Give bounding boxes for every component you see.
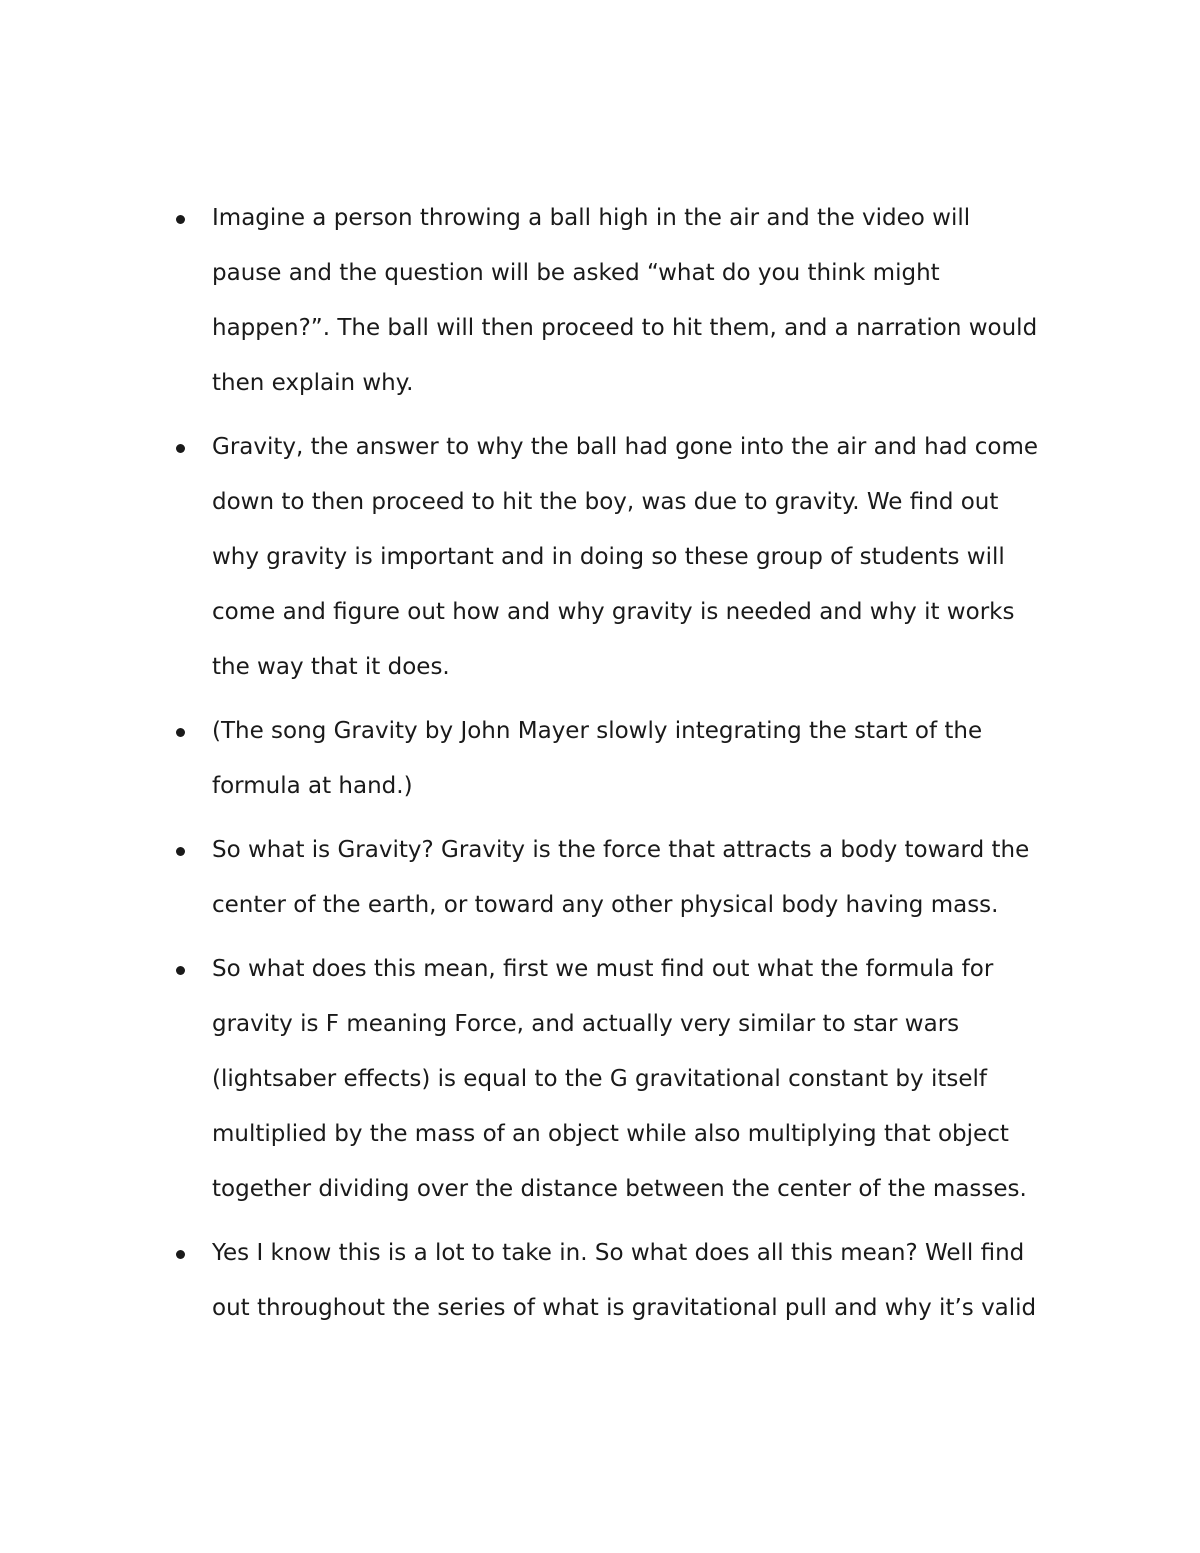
text-line: together dividing over the distance between the center of the masses. — [212, 1176, 1027, 1202]
bullet-icon — [176, 215, 185, 224]
bullet-icon — [176, 1250, 185, 1259]
list-item — [0, 1226, 1200, 1336]
list-item-text — [212, 191, 1112, 411]
list-item-text — [212, 704, 1112, 814]
text-line: happen?”. The ball will then proceed to hit them, and a narration would — [212, 315, 1038, 341]
text-line: multiplied by the mass of an object while also multiplying that object — [212, 1121, 1009, 1147]
list-item-text — [212, 942, 1112, 1217]
text-line: then explain why. — [212, 370, 414, 396]
bullet-icon — [176, 728, 185, 737]
list-item-text — [212, 823, 1112, 933]
text-line: down to then proceed to hit the boy, was due to gravity. We find out — [212, 489, 999, 515]
text-line: So what does this mean, first we must find out what the formula for — [212, 956, 994, 982]
list-item — [0, 191, 1200, 411]
text-line: formula at hand.) — [212, 773, 413, 799]
text-line: Yes I know this is a lot to take in. So what does all this mean? Well find — [212, 1240, 1025, 1266]
bullet-icon — [176, 847, 185, 856]
list-item — [0, 704, 1200, 814]
text-line: gravity is F meaning Force, and actually very similar to star wars — [212, 1011, 960, 1037]
text-line: (lightsaber effects) is equal to the G gravitational constant by itself — [212, 1066, 987, 1092]
text-line: come and figure out how and why gravity is needed and why it works — [212, 599, 1015, 625]
text-line: the way that it does. — [212, 654, 450, 680]
text-line: why gravity is important and in doing so these group of students will — [212, 544, 1005, 570]
list-item-text — [212, 420, 1112, 695]
list-item-text — [212, 1226, 1112, 1336]
text-line: Gravity, the answer to why the ball had gone into the air and had come — [212, 434, 1039, 460]
text-line: So what is Gravity? Gravity is the force that attracts a body toward the — [212, 837, 1030, 863]
text-line: Imagine a person throwing a ball high in the air and the video will — [212, 205, 971, 231]
bullet-icon — [176, 966, 185, 975]
bullet-list — [0, 191, 1200, 1345]
list-item — [0, 942, 1200, 1217]
text-line: (The song Gravity by John Mayer slowly integrating the start of the — [212, 718, 983, 744]
bullet-icon — [176, 444, 185, 453]
list-item — [0, 823, 1200, 933]
text-line: pause and the question will be asked “what do you think might — [212, 260, 940, 286]
text-line: center of the earth, or toward any other physical body having mass. — [212, 892, 999, 918]
list-item — [0, 420, 1200, 695]
text-line: out throughout the series of what is gravitational pull and why it’s valid — [212, 1295, 1037, 1321]
